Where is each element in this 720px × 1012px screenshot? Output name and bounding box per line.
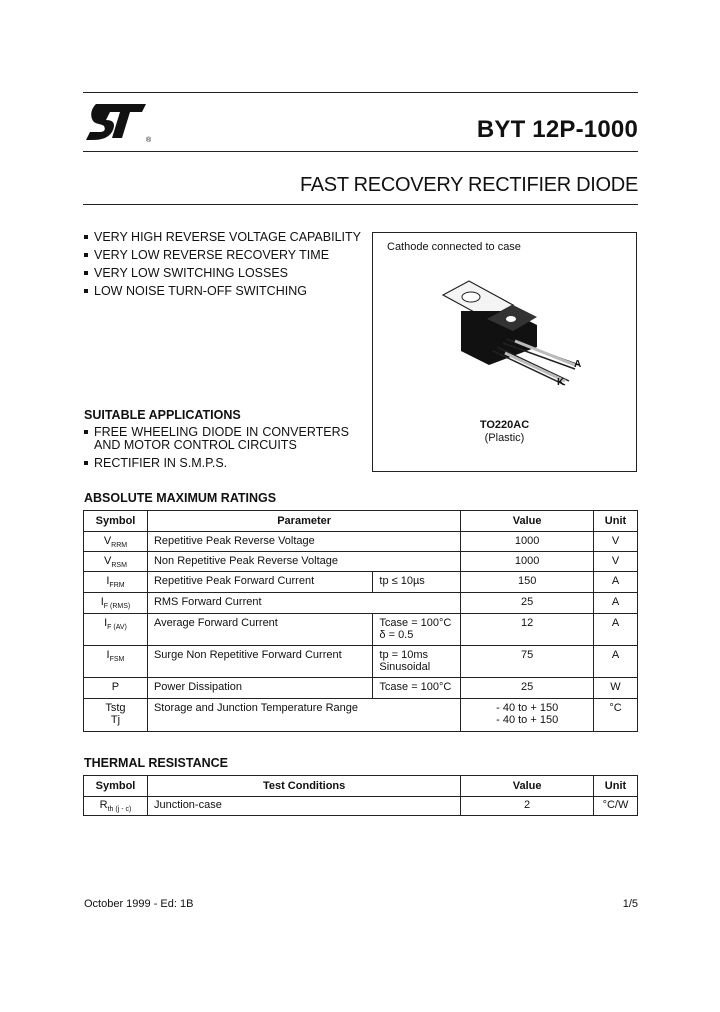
table-row (84, 797, 638, 816)
unit-cell: V (594, 532, 638, 552)
feature-item: VERY LOW SWITCHING LOSSES (84, 264, 361, 282)
pin-k-label: K (557, 377, 565, 388)
symbol-cell: $R_{th (j - c)}$ (84, 797, 148, 816)
table-header-row (84, 776, 638, 797)
package-box (372, 232, 637, 472)
bullet-icon (84, 271, 88, 275)
symbol-subscript: FRM (109, 582, 125, 590)
symbol-cell: $I_{F (AV)}$ (84, 614, 148, 646)
applications-list (84, 426, 349, 475)
package-type: (Plastic) (484, 432, 525, 444)
header-value: Value (461, 776, 594, 797)
parameter-cell: Repetitive Peak Reverse Voltage (147, 532, 460, 552)
abs-max-table (83, 510, 638, 732)
value-cell: 1000 (461, 552, 594, 572)
bullet-icon (84, 430, 88, 434)
symbol-subscript: th (j - c) (107, 806, 132, 814)
value-cell: - 40 to + 150 - 40 to + 150 (461, 699, 594, 732)
value-cell: 75 (461, 646, 594, 678)
header-unit: Unit (593, 776, 637, 797)
value-cell: 2 (461, 797, 594, 816)
unit-cell: W (594, 678, 638, 699)
bullet-icon (84, 235, 88, 239)
symbol-cell: Tstg Tj (84, 699, 148, 732)
symbol-cell: $V_{RSM}$ (84, 552, 148, 572)
unit-cell: A (594, 593, 638, 614)
symbol-cell: $I_{FSM}$ (84, 646, 148, 678)
header-parameter: Parameter (147, 511, 460, 532)
package-name: TO220AC (479, 419, 530, 431)
footer-page: 1/5 (622, 898, 638, 910)
table-row (84, 572, 638, 593)
thermal-heading: THERMAL RESISTANCE (84, 756, 228, 770)
condition-cell: tp ≤ 10µs (373, 572, 461, 593)
symbol-subscript: FSM (109, 656, 125, 664)
unit-cell: V (594, 552, 638, 572)
application-item: FREE WHEELING DIODE IN CONVERTERS AND MOTOR CONTROL CIRCUITS (84, 426, 349, 452)
feature-item: VERY LOW REVERSE RECOVERY TIME (84, 246, 361, 264)
symbol-subscript: RSM (111, 562, 127, 570)
symbol-subscript: F (RMS) (103, 603, 131, 611)
condition-cell: Tcase = 100°C (373, 678, 461, 699)
feature-item: LOW NOISE TURN-OFF SWITCHING (84, 282, 361, 300)
bullet-icon (84, 253, 88, 257)
table-row (84, 699, 638, 732)
application-item: RECTIFIER IN S.M.P.S. (84, 457, 349, 470)
header-symbol: Symbol (84, 511, 148, 532)
unit-cell: °C/W (593, 797, 637, 816)
header-test-conditions: Test Conditions (147, 776, 460, 797)
unit-cell: °C (594, 699, 638, 732)
symbol-cell: P (84, 678, 148, 699)
footer-date: October 1999 - Ed: 1B (84, 898, 194, 910)
table-row (84, 593, 638, 614)
value-cell: 25 (461, 593, 594, 614)
table-row (84, 678, 638, 699)
value-cell: 1000 (461, 532, 594, 552)
to220-package-drawing (433, 273, 593, 393)
condition-cell: tp = 10ms Sinusoidal (373, 646, 461, 678)
pin-a-label: A (574, 359, 582, 370)
header-unit: Unit (594, 511, 638, 532)
symbol-subscript: RRM (111, 542, 128, 550)
abs-max-body (84, 532, 638, 732)
title-rule (83, 204, 638, 205)
symbol-subscript: F (AV) (107, 624, 127, 632)
feature-item: VERY HIGH REVERSE VOLTAGE CAPABILITY (84, 228, 361, 246)
parameter-cell: Storage and Junction Temperature Range (147, 699, 460, 732)
parameter-cell: Non Repetitive Peak Reverse Voltage (147, 552, 460, 572)
symbol-cell: $V_{RRM}$ (84, 532, 148, 552)
thermal-body (84, 797, 638, 816)
condition-cell: Junction-case (147, 797, 460, 816)
parameter-cell: Average Forward Current (147, 614, 372, 646)
table-row (84, 646, 638, 678)
header-rule (83, 151, 638, 152)
package-note: Cathode connected to case (387, 241, 521, 253)
part-number: BYT 12P-1000 (476, 116, 638, 143)
bullet-icon (84, 289, 88, 293)
unit-cell: A (594, 572, 638, 593)
feature-list (84, 228, 361, 300)
parameter-cell: Power Dissipation (147, 678, 372, 699)
bullet-icon (84, 461, 88, 465)
parameter-cell: Repetitive Peak Forward Current (147, 572, 372, 593)
registered-mark: ® (146, 137, 152, 144)
table-header-row (84, 511, 638, 532)
symbol-cell: $I_{FRM}$ (84, 572, 148, 593)
table-row (84, 532, 638, 552)
parameter-cell: Surge Non Repetitive Forward Current (147, 646, 372, 678)
st-logo (84, 100, 154, 144)
unit-cell: A (594, 646, 638, 678)
header-symbol: Symbol (84, 776, 148, 797)
thermal-table (83, 775, 638, 816)
table-row (84, 614, 638, 646)
symbol-cell: $I_{F (RMS)}$ (84, 593, 148, 614)
value-cell: 150 (461, 572, 594, 593)
table-row (84, 552, 638, 572)
abs-max-heading: ABSOLUTE MAXIMUM RATINGS (84, 491, 277, 505)
value-cell: 25 (461, 678, 594, 699)
page-title: FAST RECOVERY RECTIFIER DIODE (299, 174, 638, 196)
top-rule (83, 92, 638, 93)
applications-heading: SUITABLE APPLICATIONS (84, 408, 241, 422)
unit-cell: A (594, 614, 638, 646)
value-cell: 12 (461, 614, 594, 646)
condition-cell: Tcase = 100°C δ = 0.5 (373, 614, 461, 646)
header-value: Value (461, 511, 594, 532)
parameter-cell: RMS Forward Current (147, 593, 460, 614)
